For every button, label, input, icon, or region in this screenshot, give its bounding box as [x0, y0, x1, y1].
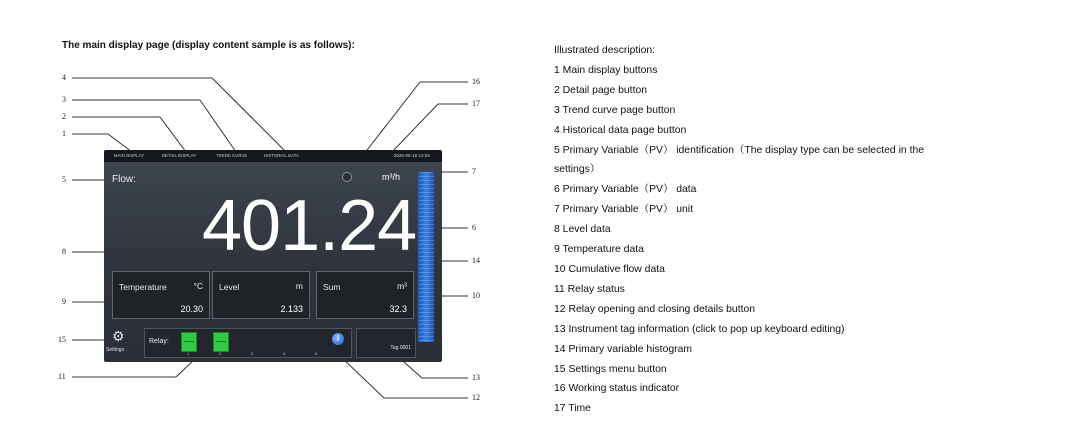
pv-identification: Flow:	[112, 174, 136, 185]
description-item: 16 Working status indicator	[554, 383, 680, 395]
description-item: 11 Relay status	[554, 283, 625, 295]
relay-panel	[144, 328, 352, 358]
callout-17: 17	[472, 99, 480, 108]
sum-label: Sum	[323, 282, 341, 292]
relay-2-status	[213, 332, 229, 352]
description-item: 7 Primary Variable（PV） unit	[554, 204, 693, 216]
description-item: 17 Time	[554, 403, 591, 415]
top-bar	[104, 150, 442, 162]
callout-5: 5	[62, 175, 66, 184]
description-item: 6 Primary Variable（PV） data	[554, 184, 697, 196]
description-item: 4 Historical data page button	[554, 124, 687, 136]
callout-3: 3	[62, 95, 66, 104]
description-item: 1 Main display buttons	[554, 64, 658, 76]
description-item: 15 Settings menu button	[554, 363, 667, 375]
relay-number: 2	[219, 351, 222, 356]
description-item: 12 Relay opening and closing details button	[554, 303, 756, 315]
sum-box	[316, 271, 414, 319]
description-item: 5 Primary Variable（PV） identification（The display type can be selected in the	[554, 144, 925, 156]
callout-15: 15	[58, 335, 66, 344]
relay-number: 3	[251, 351, 254, 356]
level-label: Level	[219, 282, 240, 292]
callout-6: 6	[472, 223, 476, 232]
callout-12: 12	[472, 393, 480, 402]
description-item: settings）	[554, 164, 601, 176]
instrument-tag: Tag 0001	[390, 345, 411, 351]
pv-histogram	[418, 172, 434, 342]
relay-label: Relay:	[149, 338, 169, 345]
relay-number: 1	[187, 351, 190, 356]
tab-main-display[interactable]: MAIN DISPLAY	[114, 153, 145, 158]
level-value: 2.133	[280, 304, 303, 314]
level-unit: m	[295, 281, 303, 291]
relay-number: 4	[283, 351, 286, 356]
clock-time: 2020-05-19 13:04	[393, 153, 430, 158]
callout-13: 13	[472, 373, 480, 382]
relay-details-button[interactable]: i	[332, 333, 344, 345]
description-item: 14 Primary variable histogram	[554, 343, 693, 355]
device-screen	[104, 150, 442, 362]
callout-8: 8	[62, 247, 66, 256]
description-item: 13 Instrument tag information (click to pop up keyboard editing)	[554, 323, 845, 335]
callout-7: 7	[472, 167, 476, 176]
tab-detail-display[interactable]: DETAIL DISPLAY	[162, 153, 197, 158]
temperature-unit: °C	[193, 281, 203, 291]
callout-14: 14	[472, 256, 480, 265]
working-status-indicator-icon	[342, 172, 352, 182]
level-box	[212, 271, 310, 319]
callout-16: 16	[472, 77, 480, 86]
pv-value: 401.24	[202, 186, 417, 266]
callout-9: 9	[62, 297, 66, 306]
tab-historical-data[interactable]: HISTORIAL DATA	[264, 153, 299, 158]
sum-unit: m³	[397, 281, 407, 291]
relay-1-status	[181, 332, 197, 352]
description-list	[554, 41, 1066, 419]
description-item: 2 Detail page button	[554, 84, 648, 96]
settings-label: Settings	[106, 347, 125, 353]
callout-1: 1	[62, 129, 66, 138]
instrument-tag-button[interactable]	[356, 328, 416, 358]
relay-number: 5	[315, 351, 318, 356]
temperature-label: Temperature	[119, 282, 167, 292]
tab-trend-curve[interactable]: TREND CURVE	[216, 153, 248, 158]
callout-4: 4	[62, 73, 66, 82]
gear-icon: ⚙	[112, 328, 125, 344]
description-item: 10 Cumulative flow data	[554, 263, 665, 275]
callout-2: 2	[62, 112, 66, 121]
sum-value: 32.3	[389, 304, 407, 314]
settings-button[interactable]	[106, 328, 134, 358]
description-item: 3 Trend curve page button	[554, 104, 676, 116]
callout-11: 11	[58, 372, 66, 381]
temperature-value: 20.30	[180, 304, 203, 314]
pv-unit: m³/h	[382, 172, 400, 182]
description-item: 9 Temperature data	[554, 244, 644, 256]
page-heading: The main display page (display content sample is as follows):	[62, 40, 355, 51]
temperature-box	[112, 271, 210, 319]
callout-10: 10	[472, 291, 480, 300]
description-title: Illustrated description:	[554, 45, 656, 56]
description-item: 8 Level data	[554, 224, 611, 236]
